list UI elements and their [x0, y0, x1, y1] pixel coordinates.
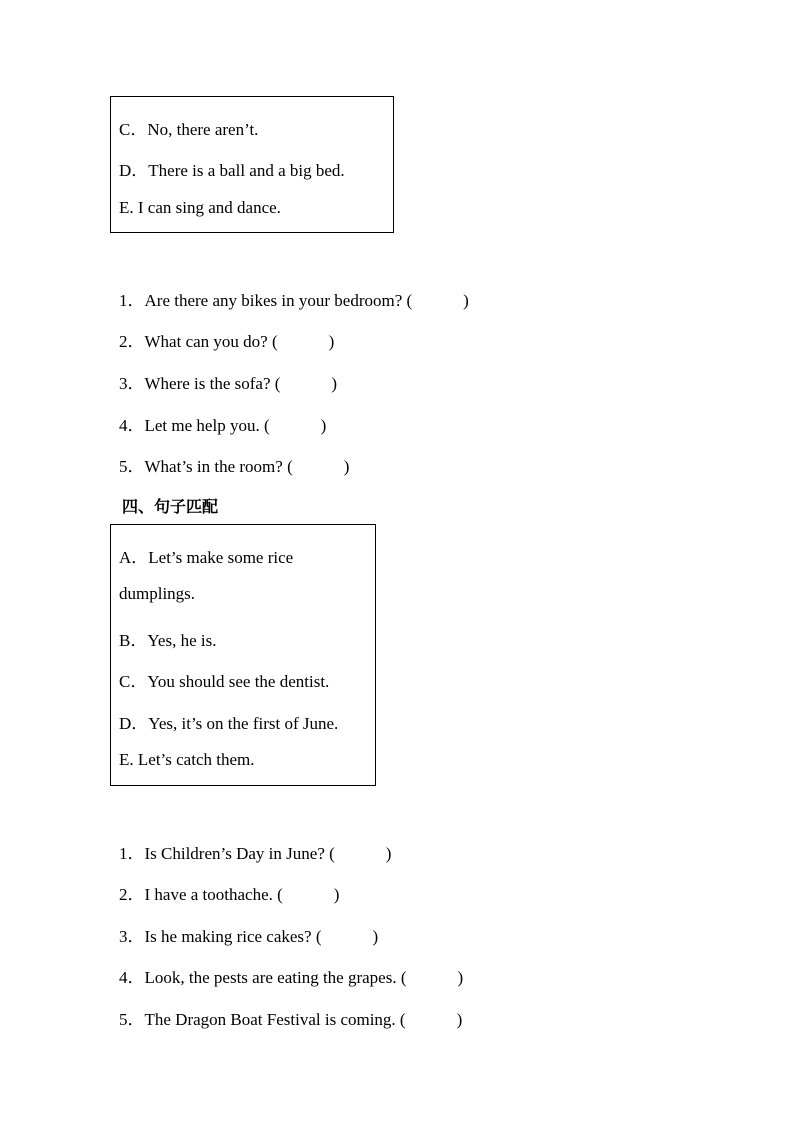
option-c: C．You should see the dentist.: [119, 672, 330, 691]
question-3: 3．Where is the sofa? ( ): [119, 374, 338, 393]
question-3: 3．Is he making rice cakes? ( ): [119, 927, 379, 946]
option-e: E. Let’s catch them.: [119, 750, 255, 769]
question-4: 4．Look, the pests are eating the grapes. ( ): [119, 968, 464, 987]
option-d: D．Yes, it’s on the first of June.: [119, 714, 339, 733]
question-2: 2．What can you do? ( ): [119, 332, 335, 351]
question-5: 5．What’s in the room? ( ): [119, 457, 350, 476]
option-c: C．No, there aren’t.: [119, 120, 259, 139]
option-d: D．There is a ball and a big bed.: [119, 161, 345, 180]
options-box-section3: [110, 96, 394, 233]
section-heading: 四、句子匹配: [122, 497, 219, 516]
options-box-section4: [110, 524, 376, 786]
question-2: 2．I have a toothache. ( ): [119, 885, 340, 904]
option-a-continued: dumplings.: [119, 584, 196, 603]
option-a: A．Let’s make some rice: [119, 548, 294, 567]
question-1: 1．Are there any bikes in your bedroom? ( ): [119, 291, 469, 310]
question-4: 4．Let me help you. ( ): [119, 416, 327, 435]
question-5: 5．The Dragon Boat Festival is coming. ( ): [119, 1010, 463, 1029]
question-1: 1．Is Children’s Day in June? ( ): [119, 844, 392, 863]
option-b: B．Yes, he is.: [119, 631, 217, 650]
option-e: E. I can sing and dance.: [119, 198, 281, 217]
